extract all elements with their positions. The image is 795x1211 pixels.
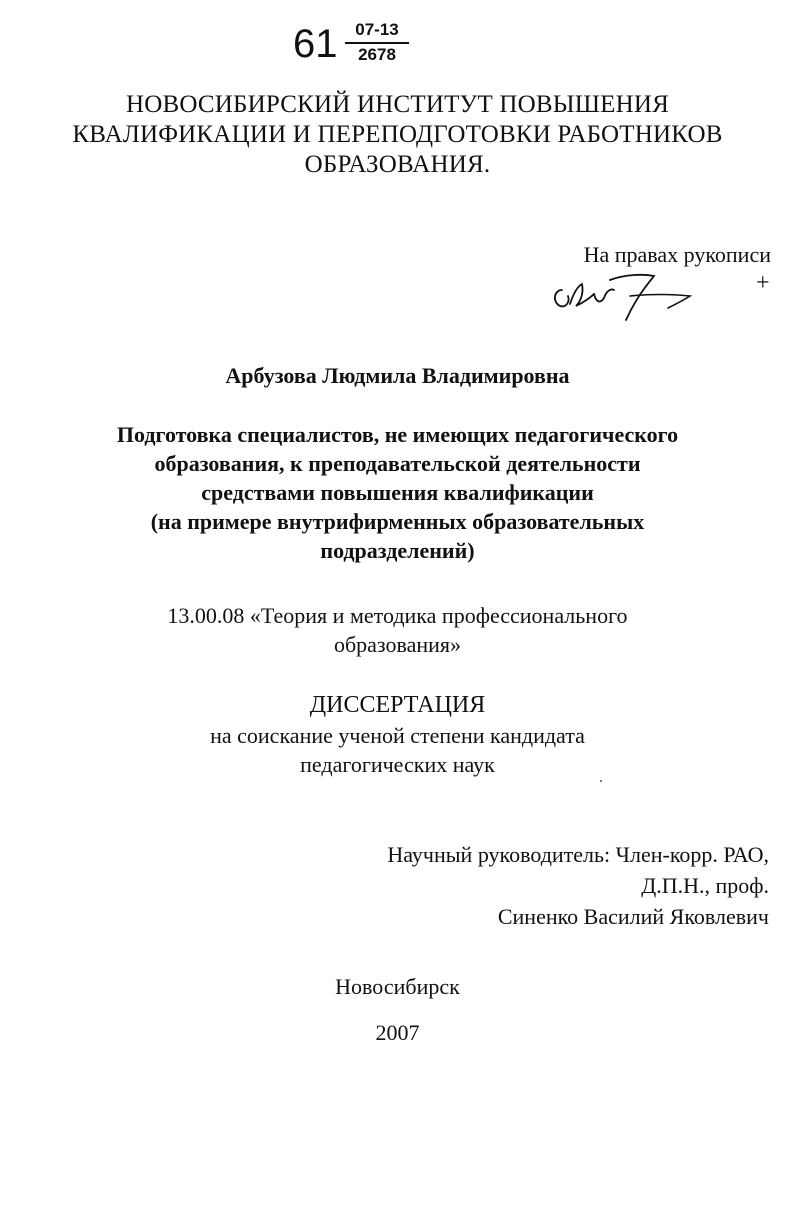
title-line: Подготовка специалистов, не имеющих педагогического [116,422,679,447]
institute-line: ОБРАЗОВАНИЯ. [304,151,491,178]
scientific-advisor [387,839,769,932]
institute-line: КВАЛИФИКАЦИИ И ПЕРЕПОДГОТОВКИ РАБОТНИКОВ [72,121,723,148]
specialty-line: образования» [333,632,462,657]
year: 2007 [375,1020,420,1045]
title-line: подразделений) [320,538,475,563]
catalog-fraction [345,20,409,65]
catalog-denominator: 2678 [358,45,396,64]
advisor-line: Научный руководитель: Член-корр. РАО, [387,842,769,867]
institute-name [0,90,795,180]
handwritten-signature [548,268,708,322]
rights-note: На правах рукописи [583,242,771,267]
advisor-line: Д.П.Н., проф. [641,873,769,898]
specialty-code [0,601,795,659]
degree-line: педагогических наук [300,752,495,777]
title-line: средствами повышения квалификации [201,480,594,505]
degree-line: на соискание ученой степени кандидата [210,723,585,748]
dissertation-title [0,420,795,565]
plus-mark: + [756,270,770,296]
institute-line: НОВОСИБИРСКИЙ ИНСТИТУТ ПОВЫШЕНИЯ [125,91,670,118]
fraction-bar [345,42,409,44]
advisor-line: Синенко Василий Яковлевич [497,904,769,929]
author-name: Арбузова Людмила Владимировна [225,363,570,388]
dissertation-heading: ДИССЕРТАЦИЯ [309,692,486,718]
catalog-numerator: 07-13 [355,20,399,39]
title-line: образования, к преподавательской деятельности [154,451,641,476]
degree-description [0,721,795,779]
specialty-line: 13.00.08 «Теория и методика профессионального [167,603,628,628]
catalog-prefix: 61 [293,22,338,66]
city: Новосибирск [335,974,460,999]
title-line: (на примере внутрифирменных образовательных [150,509,645,534]
scan-speck [600,780,602,782]
